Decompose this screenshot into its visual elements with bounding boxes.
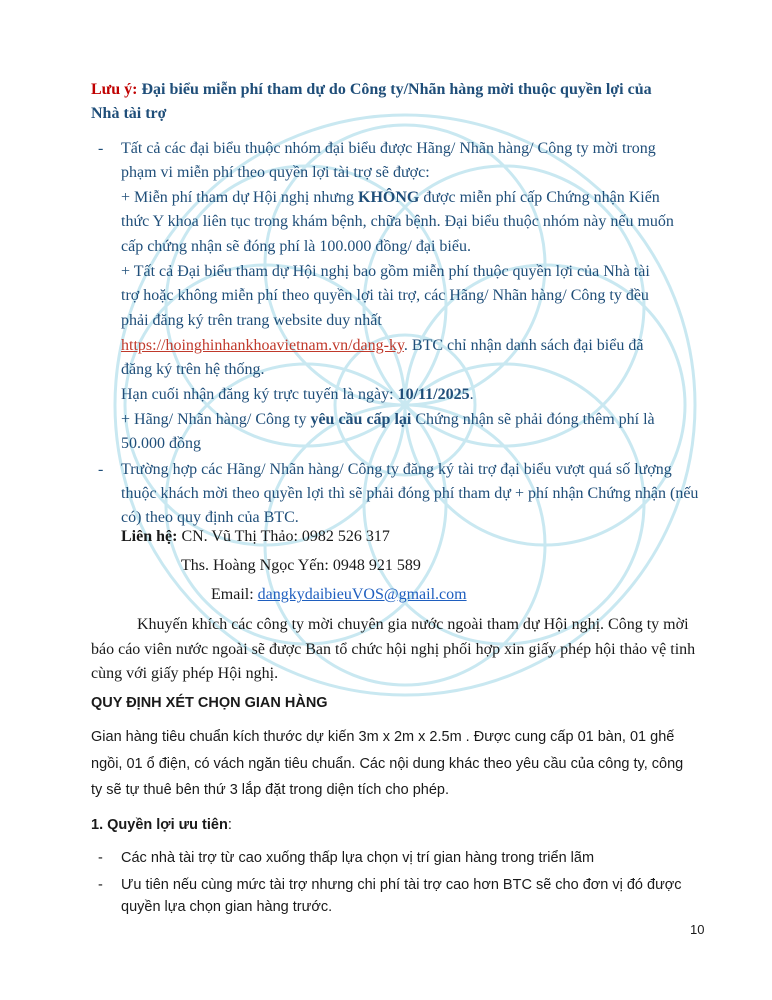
text-span: . [469, 386, 474, 403]
text-span: Chứng nhận sẽ phải đóng thêm phí là [411, 411, 655, 428]
contact-email-line [211, 583, 467, 608]
contact-line-1 [121, 525, 390, 550]
contact-label: Liên hệ: [121, 528, 178, 545]
bullet-1-line: + Tất cả Đại biểu tham dự Hội nghị bao gồm miễn phí thuộc quyền lợi của Nhà tài [121, 263, 650, 280]
email-link[interactable]: dangkydaibieuVOS@gmail.com [257, 586, 467, 603]
note-title [91, 78, 711, 126]
paragraph-line: cùng với giấy phép Hội nghị. [91, 665, 279, 682]
note-label: Lưu ý: [91, 81, 138, 98]
booth-line: ngồi, 01 ổ điện, có vách ngăn tiêu chuẩn. Các nội dung khác theo yêu cầu của công ty, công [91, 756, 684, 772]
bullet-1-line [121, 186, 660, 211]
bullet-1-line [121, 383, 474, 408]
bullet-1-line [121, 334, 643, 359]
text-span: + Hãng/ Nhãn hàng/ Công ty [121, 411, 311, 428]
text-span: + Miễn phí tham dự Hội nghị nhưng [121, 189, 359, 206]
booth-heading: QUY ĐỊNH XÉT CHỌN GIAN HÀNG [91, 695, 328, 711]
bullet-1-line: thức Y khoa liên tục trong khám bệnh, chữa bệnh. Đại biểu thuộc nhóm này nếu muốn [121, 213, 674, 230]
booth-line: Gian hàng tiêu chuẩn kích thước dự kiến 3m x 2m x 2.5m . Được cung cấp 01 bàn, 01 ghế [91, 729, 675, 745]
bullet-dash: - [98, 461, 104, 478]
text-span: . BTC chỉ nhận danh sách đại biểu đã [403, 337, 644, 354]
registration-link[interactable]: https://hoinghinhankhoavietnam.vn/dang-ky [121, 337, 404, 354]
priority-item-2: Ưu tiên nếu cùng mức tài trợ nhưng chi phí tài trợ cao hơn BTC sẽ cho đơn vị đó được [121, 877, 682, 893]
paragraph-line: báo cáo viên nước ngoài sẽ được Ban tổ chức hội nghị phối hợp xin giấy phép hội thảo vệ tinh [91, 641, 696, 658]
bullet-dash: - [98, 140, 104, 157]
bullet-1-line: trợ hoặc không miễn phí theo quyền lợi tài trợ, các Hãng/ Nhãn hàng/ Công ty đều [121, 287, 649, 304]
emphasis-khong: KHÔNG [358, 189, 420, 206]
bullet-1-line: cấp chứng nhận sẽ đóng phí là 100.000 đồng/ đại biểu. [121, 238, 471, 255]
bullet-2-line: Trường hợp các Hãng/ Nhãn hàng/ Công ty đăng ký tài trợ đại biểu vượt quá số lượng [121, 461, 672, 478]
priority-colon: : [227, 817, 232, 833]
bullet-2-line: thuộc khách mời theo quyền lợi thì sẽ phải đóng phí tham dự + phí nhận Chứng nhận (nếu [121, 485, 699, 502]
priority-item-1: Các nhà tài trợ từ cao xuống thấp lựa chọn vị trí gian hàng trong triển lãm [121, 850, 595, 866]
page-number: 10 [690, 922, 705, 937]
bullet-2-line: có) theo quy định của BTC. [121, 509, 299, 526]
bullet-1-line: Tất cả các đại biểu thuộc nhóm đại biểu được Hãng/ Nhãn hàng/ Công ty mời trong [121, 140, 656, 157]
bullet-dash: - [98, 850, 103, 866]
contact-person-2: Ths. Hoàng Ngọc Yến: 0948 921 589 [181, 557, 421, 574]
deadline-date: 10/11/2025 [397, 386, 470, 403]
bullet-1-line: 50.000 đồng [121, 435, 201, 452]
priority-heading-text: 1. Quyền lợi ưu tiên [91, 817, 228, 833]
bullet-1-line: phạm vi miễn phí theo quyền lợi tài trợ sẽ được: [121, 164, 430, 181]
paragraph-line: Khuyến khích các công ty mời chuyên gia nước ngoài tham dự Hội nghị. Công ty mời [137, 616, 689, 633]
text-span: Hạn cuối nhận đăng ký trực tuyến là ngày: [121, 386, 398, 403]
email-label: Email: [211, 586, 258, 603]
contact-person-1: CN. Vũ Thị Thảo: 0982 526 317 [177, 528, 390, 545]
bullet-1-line [121, 408, 655, 433]
priority-heading [91, 817, 232, 833]
bullet-dash: - [98, 877, 103, 893]
bullet-1-line: phải đăng ký trên trang website duy nhất [121, 312, 382, 329]
note-title-text-2: Nhà tài trợ [91, 105, 167, 122]
bullet-1-line: đăng ký trên hệ thống. [121, 361, 265, 378]
emphasis-reissue: yêu cầu cấp lại [310, 411, 412, 428]
text-span: được miễn phí cấp Chứng nhận Kiến [419, 189, 660, 206]
note-title-text: Đại biểu miễn phí tham dự do Công ty/Nhãn hàng mời thuộc quyền lợi của [137, 81, 652, 98]
priority-item-2-cont: quyền lựa chọn gian hàng trước. [121, 899, 333, 915]
booth-line: ty sẽ tự thuê bên thứ 3 lắp đặt trong diện tích cho phép. [91, 782, 449, 798]
